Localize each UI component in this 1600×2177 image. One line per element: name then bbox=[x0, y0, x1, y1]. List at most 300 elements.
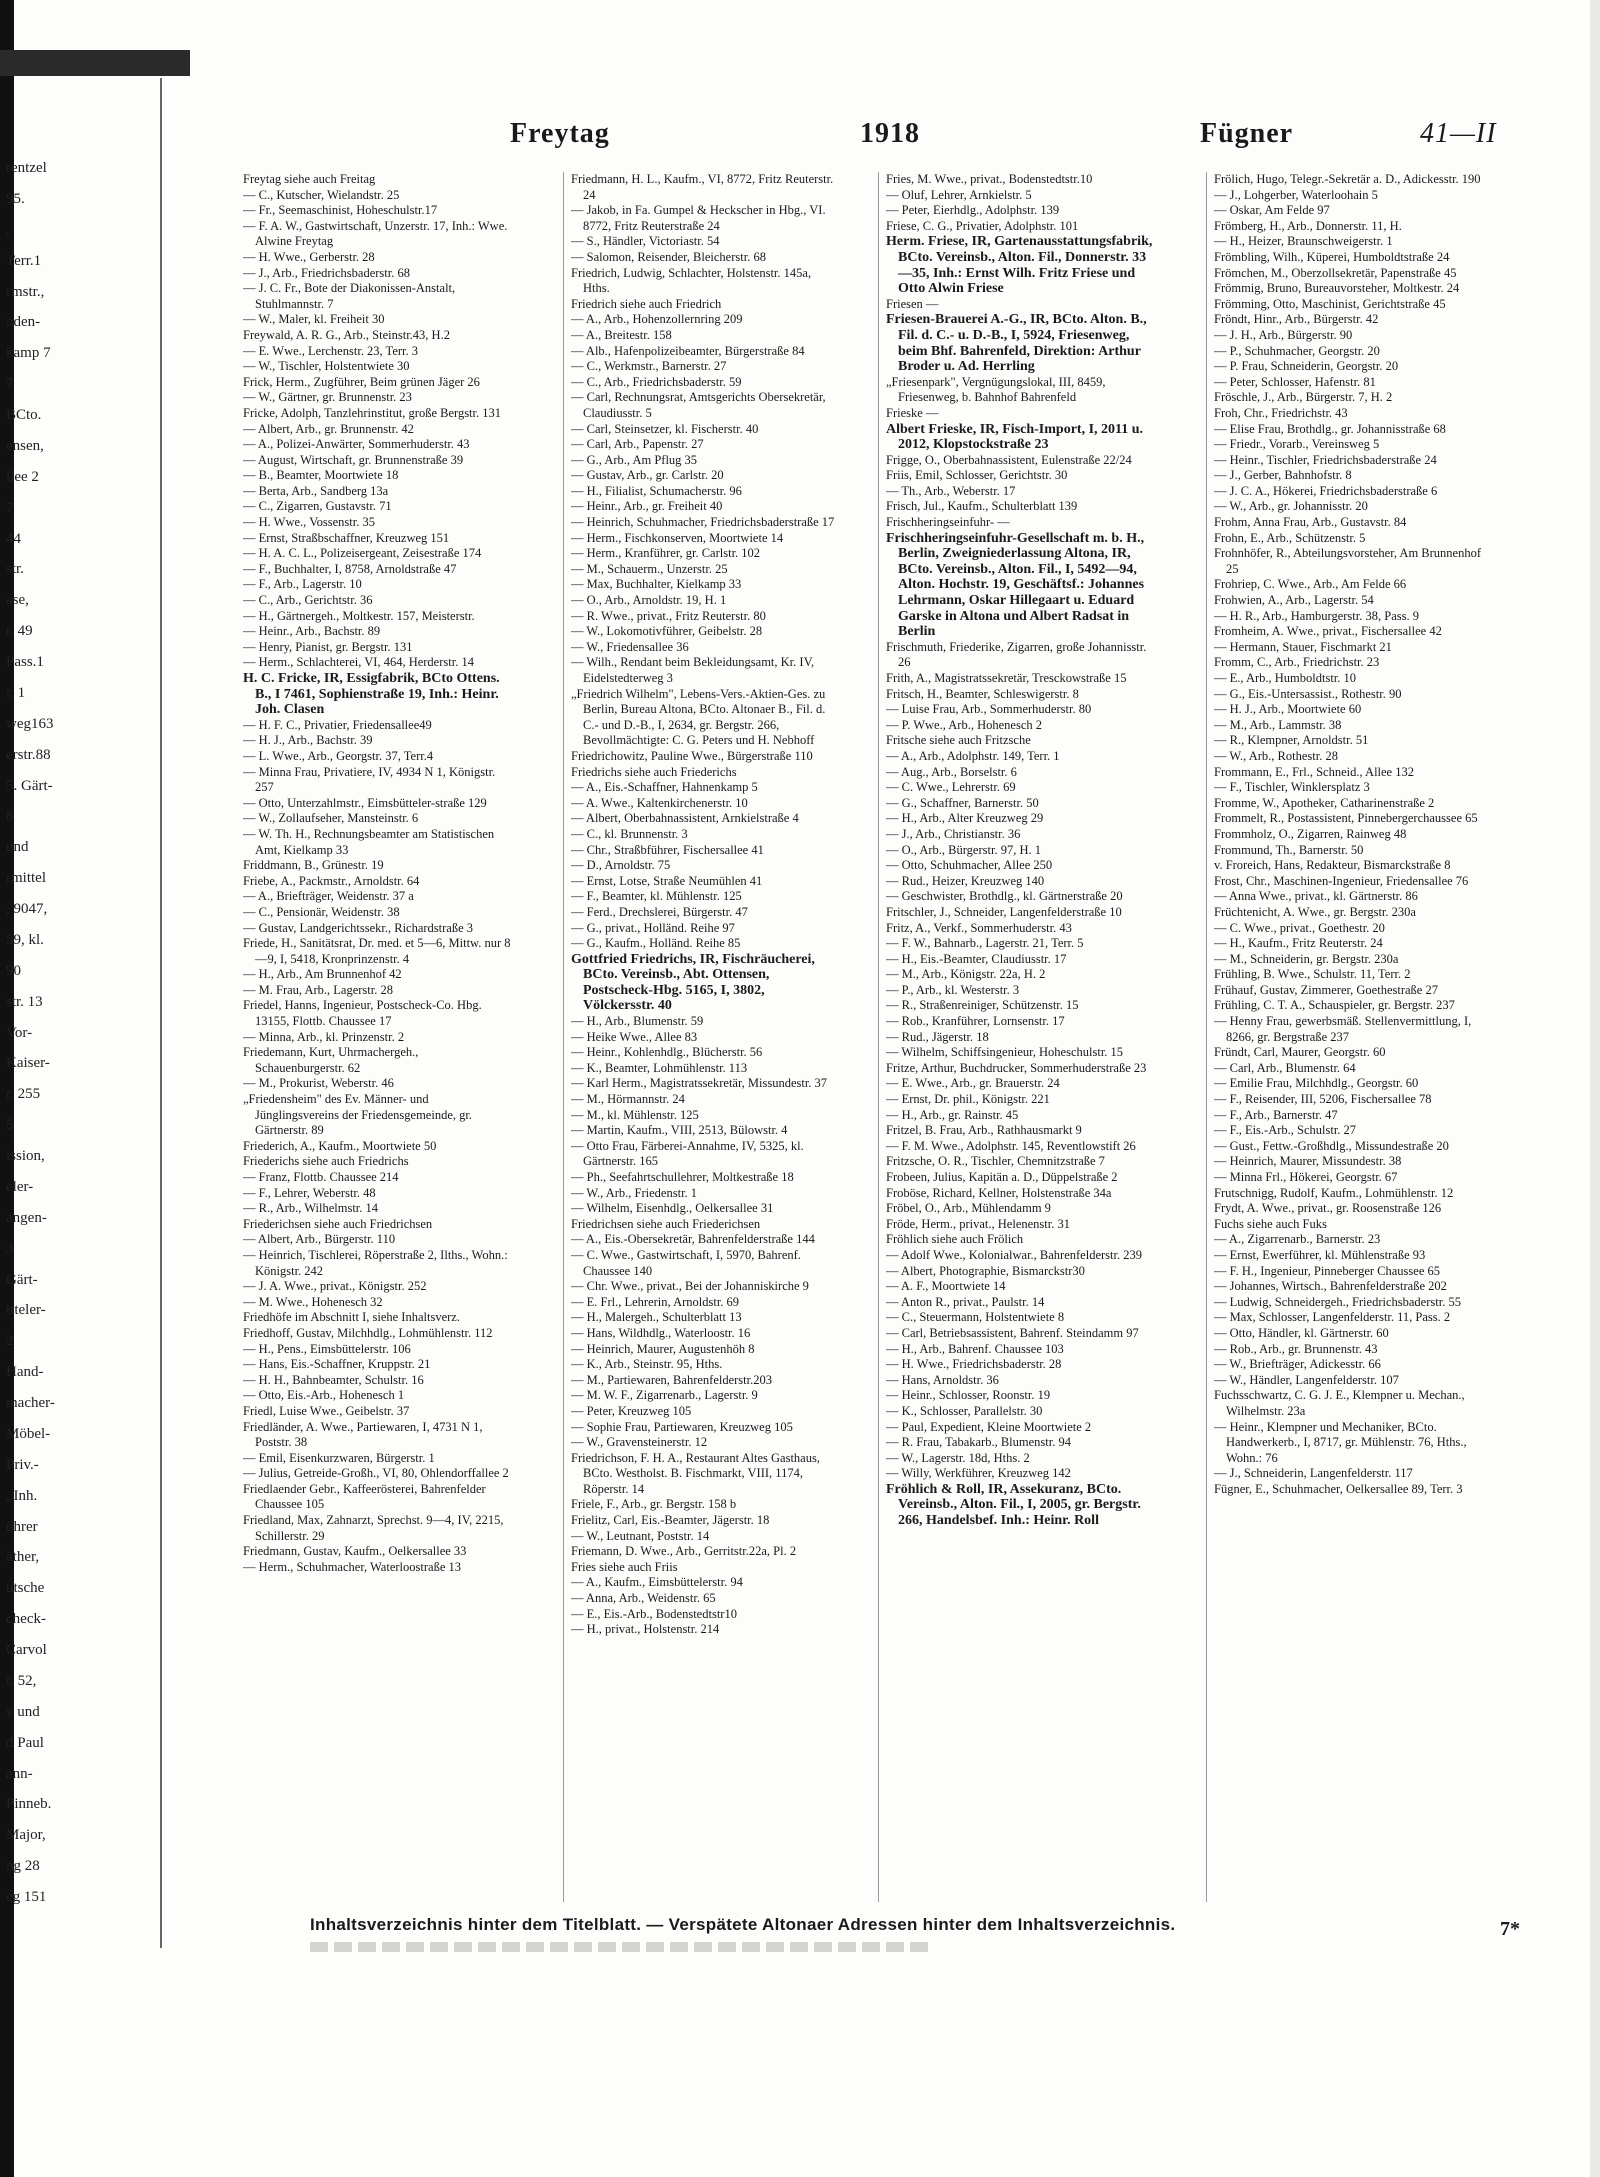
directory-entry: — Oluf, Lehrer, Arnkielstr. 5 bbox=[886, 187, 1032, 202]
directory-entry: Friedrich siehe auch Friedrich bbox=[571, 296, 722, 311]
directory-entry: Frick, Herm., Zugführer, Beim grünen Jäger 26 bbox=[243, 374, 480, 389]
directory-entry: Friedrichsen siehe auch Friederichsen bbox=[571, 1216, 761, 1231]
directory-entry: Frutschnigg, Rudolf, Kaufm., Lohmühlenstr. 12 bbox=[1214, 1185, 1454, 1200]
page-header bbox=[240, 118, 1540, 158]
directory-entry: — Gustav, Landgerichtssekr., Richardstraße 3 bbox=[243, 920, 474, 935]
directory-entry: — F., Arb., Lagerstr. 10 bbox=[243, 577, 362, 592]
directory-entry: — Otto, Schuhmacher, Allee 250 bbox=[886, 858, 1053, 873]
directory-entry: — C., Steuermann, Holstentwiete 8 bbox=[886, 1310, 1065, 1325]
directory-entry: — W. Th. H., Rechnungsbeamter am Statistischen Amt, Kielkamp 33 bbox=[243, 826, 495, 857]
directory-entry: Freywald, A. R. G., Arb., Steinstr.43, H.2 bbox=[243, 327, 450, 342]
directory-entry: Fründt, Carl, Maurer, Georgstr. 60 bbox=[1214, 1045, 1386, 1060]
directory-entry: — August, Wirtschaft, gr. Brunnenstraße 39 bbox=[243, 452, 464, 467]
directory-entry: — A., Eis.-Obersekretär, Bahrenfelderstraße 144 bbox=[571, 1232, 815, 1247]
directory-entry: — Berta, Arb., Sandberg 13a bbox=[243, 483, 389, 498]
directory-entry: — Otto Frau, Färberei-Annahme, IV, 5325, kl. Gärtnerstr. 165 bbox=[571, 1138, 804, 1169]
directory-entry: — W., Maler, kl. Freiheit 30 bbox=[243, 312, 385, 327]
directory-entry: — E. Wwe., Lerchenstr. 23, Terr. 3 bbox=[243, 343, 419, 358]
directory-entry: Friederich, A., Kaufm., Moortwiete 50 bbox=[243, 1138, 437, 1153]
directory-entry: Frohn, E., Arb., Schützenstr. 5 bbox=[1214, 530, 1366, 545]
directory-entry: — F. A. W., Gastwirtschaft, Unzerstr. 17, Inh.: Wwe. Alwine Freytag bbox=[243, 218, 508, 249]
directory-entry: — G., privat., Holländ. Reihe 97 bbox=[571, 920, 735, 935]
directory-entry: Fritzsche, O. R., Tischler, Chemnitzstraße 7 bbox=[886, 1154, 1105, 1169]
directory-entry: — Elise Frau, Brothdlg., gr. Johannisstraße 68 bbox=[1214, 421, 1446, 436]
directory-entry: Früchtenicht, A. Wwe., gr. Bergstr. 230a bbox=[1214, 904, 1416, 919]
directory-entry: — J. C. Fr., Bote der Diakonissen-Anstalt, Stuhlmannstr. 7 bbox=[243, 281, 456, 311]
directory-entry: — F., Buchhalter, I, 8758, Arnoldstraße 47 bbox=[243, 561, 457, 576]
directory-entry: Friedl, Luise Wwe., Geibelstr. 37 bbox=[243, 1403, 410, 1418]
directory-entry: — Franz, Flottb. Chaussee 214 bbox=[243, 1170, 399, 1184]
directory-entry: — H., Heizer, Braunschweigerstr. 1 bbox=[1214, 234, 1393, 249]
left-page-text: und bbox=[6, 839, 29, 855]
left-page-text: 59, kl. bbox=[6, 932, 44, 948]
page-number: 41—II bbox=[1420, 118, 1497, 149]
page-edge bbox=[1590, 0, 1600, 2177]
directory-entry: Frühauf, Gustav, Zimmerer, Goethestraße 27 bbox=[1214, 982, 1438, 997]
left-page-text: ission, bbox=[6, 1148, 45, 1164]
directory-entry: — P., Schuhmacher, Georgstr. 20 bbox=[1214, 343, 1380, 358]
directory-entry: — F. M. Wwe., Adolphstr. 145, Reventlowstift 26 bbox=[886, 1138, 1136, 1153]
directory-entry: — K., Beamter, Lohmühlenstr. 113 bbox=[571, 1060, 748, 1075]
directory-entry: — W., Arb., Rothestr. 28 bbox=[1214, 748, 1338, 763]
directory-entry: — E. Frl., Lehrerin, Arnoldstr. 69 bbox=[571, 1294, 740, 1309]
directory-entry: — A., Eis.-Schaffner, Hahnenkamp 5 bbox=[571, 780, 758, 795]
directory-entry: — M., Schneiderin, gr. Bergstr. 230a bbox=[1214, 951, 1399, 966]
directory-entry: Frischmuth, Friederike, Zigarren, große Johannisstr. 26 bbox=[886, 639, 1147, 670]
directory-entry: — R., Straßenreiniger, Schützenstr. 15 bbox=[886, 998, 1079, 1013]
directory-entry: Frömmig, Bruno, Bureauvorsteher, Moltkestr. 24 bbox=[1214, 281, 1460, 296]
left-page-text: Vor- bbox=[6, 1025, 33, 1041]
directory-entry: — Heinrich, Maurer, Augustenhöh 8 bbox=[571, 1341, 755, 1356]
directory-entry: Friddmann, B., Grünestr. 19 bbox=[243, 858, 384, 873]
directory-entry: — H., Gärtnergeh., Moltkestr. 157, Meisterstr. bbox=[243, 608, 475, 623]
directory-entry: — Henny Frau, gewerbsmäß. Stellenvermittlung, I, 8266, gr. Bergstraße 237 bbox=[1214, 1014, 1472, 1044]
directory-entry: Fritsch, H., Beamter, Schleswigerstr. 8 bbox=[886, 686, 1079, 701]
directory-entry: — W., Briefträger, Adickesstr. 66 bbox=[1214, 1357, 1381, 1372]
left-page-text: 7 bbox=[6, 376, 14, 392]
directory-entry: Friederichs siehe auch Friedrichs bbox=[243, 1154, 409, 1169]
directory-entry: — M. Frau, Arb., Lagerstr. 28 bbox=[243, 982, 393, 997]
directory-entry: Frömchen, M., Oberzollsekretär, Papenstraße 45 bbox=[1214, 265, 1457, 280]
directory-entry: — J., Gerber, Bahnhofstr. 8 bbox=[1214, 468, 1352, 483]
left-page-text: llee 2 bbox=[6, 469, 39, 485]
directory-entry: — Ph., Seefahrtschullehrer, Moltkestraße 18 bbox=[571, 1170, 794, 1184]
directory-entry: Friemann, D. Wwe., Arb., Gerritstr.22a, Pl. 2 bbox=[571, 1544, 797, 1559]
left-page-text: Möbel- bbox=[6, 1426, 51, 1442]
directory-entry: Fügner, E., Schuhmacher, Oelkersallee 89, Terr. 3 bbox=[1214, 1481, 1463, 1496]
directory-entry: — Hans, Wildhdlg., Waterloostr. 16 bbox=[571, 1325, 751, 1340]
directory-entry: — M., Prokurist, Weberstr. 46 bbox=[243, 1076, 394, 1091]
left-page-text: ng 28 bbox=[6, 1858, 40, 1874]
left-page-text: y und bbox=[6, 1704, 40, 1720]
directory-entry: — A., Arb., Adolphstr. 149, Terr. 1 bbox=[886, 748, 1060, 763]
directory-entry: — J., Schneiderin, Langenfelderstr. 117 bbox=[1214, 1466, 1413, 1481]
directory-entry: — C. Wwe., privat., Goethestr. 20 bbox=[1214, 920, 1385, 935]
left-page-text: , bbox=[6, 222, 10, 238]
directory-entry: — W., Zollaufseher, Mansteinstr. 6 bbox=[243, 811, 419, 826]
left-page-text: Priv.- bbox=[6, 1457, 39, 1473]
directory-entry: — H., Arb., Am Brunnenhof 42 bbox=[243, 967, 402, 982]
left-page-text: 95. bbox=[6, 191, 25, 207]
left-page-text: BCto. bbox=[6, 407, 42, 423]
directory-entry: — Peter, Kreuzweg 105 bbox=[571, 1403, 692, 1418]
directory-entry: — W., Arb., Friedenstr. 1 bbox=[571, 1185, 698, 1200]
left-page-text: erstr.88 bbox=[6, 747, 51, 763]
directory-entry: Friede, H., Sanitätsrat, Dr. med. et 5—6, Mittw. nur 8—9, I, 5418, Kronprinzenstr. 4 bbox=[243, 936, 511, 966]
directory-entry: — W., Friedensallee 36 bbox=[571, 639, 689, 654]
directory-entry: — M., Hörmannstr. 24 bbox=[571, 1092, 685, 1107]
directory-entry: Frielitz, Carl, Eis.-Beamter, Jägerstr. 18 bbox=[571, 1513, 770, 1528]
directory-entry: — Otto, Unterzahlmstr., Eimsbütteler-straße 129 bbox=[243, 795, 487, 810]
left-page-text: Pinneb. bbox=[6, 1796, 52, 1812]
directory-entry: Fröschle, J., Arb., Bürgerstr. 7, H. 2 bbox=[1214, 390, 1393, 405]
left-page-text: ann- bbox=[6, 1766, 33, 1782]
directory-entry: — J. H., Arb., Bürgerstr. 90 bbox=[1214, 327, 1353, 342]
directory-entry: Friedlaender Gebr., Kaffeerösterei, Bahrenfelder Chaussee 105 bbox=[243, 1481, 486, 1512]
left-page-text: Pass.1 bbox=[6, 654, 44, 670]
directory-entry: — M. W. F., Zigarrenarb., Lagerstr. 9 bbox=[571, 1388, 758, 1403]
directory-entry: Frommund, Th., Barnerstr. 50 bbox=[1214, 842, 1364, 857]
directory-entry: Fries, M. Wwe., privat., Bodenstedtstr.10 bbox=[886, 172, 1093, 186]
directory-entry: Frommann, E., Frl., Schneid., Allee 132 bbox=[1214, 764, 1414, 779]
directory-entry: — C., Arb., Friedrichsbaderstr. 59 bbox=[571, 374, 742, 389]
directory-entry: Fritsche siehe auch Fritzsche bbox=[886, 733, 1031, 748]
left-page-text: 5. Gärt- bbox=[6, 778, 53, 794]
directory-entry: — Heinr., Arb., Bachstr. 89 bbox=[243, 624, 381, 639]
left-page-text: Terr.1 bbox=[6, 253, 42, 269]
directory-entry: Frisch, Jul., Kaufm., Schulterblatt 139 bbox=[886, 499, 1078, 514]
directory-entry: — Hans, Arnoldstr. 36 bbox=[886, 1372, 999, 1387]
directory-entry: — W., Arb., gr. Johannisstr. 20 bbox=[1214, 499, 1368, 514]
directory-entry: Fuchsschwartz, C. G. J. E., Klempner u. Mechan., Wilhelmstr. 23a bbox=[1214, 1388, 1465, 1418]
directory-entry: Frost, Chr., Maschinen-Ingenieur, Friedensallee 76 bbox=[1214, 873, 1469, 888]
directory-entry: Frömming, Otto, Maschinist, Gerichtstraße 45 bbox=[1214, 296, 1446, 311]
binding-bar bbox=[0, 50, 190, 76]
directory-entry: — Julius, Getreide-Großh., VI, 80, Ohlendorffallee 2 bbox=[243, 1466, 509, 1481]
left-page-text: Carvol bbox=[6, 1642, 47, 1658]
directory-entry: Friedhöfe im Abschnitt I, siehe Inhaltsverz. bbox=[243, 1310, 460, 1325]
directory-entry: — P. Frau, Schneiderin, Georgstr. 20 bbox=[1214, 359, 1399, 374]
directory-entry: — C., Kutscher, Wielandstr. 25 bbox=[243, 187, 400, 202]
left-page-text: check- bbox=[6, 1611, 46, 1627]
directory-entry: — W., Händler, Langenfelderstr. 107 bbox=[1214, 1372, 1399, 1387]
directory-entry: — Carl, Rechnungsrat, Amtsgerichts Obersekretär, Claudiusstr. 5 bbox=[571, 390, 826, 420]
left-page-text: Hand- bbox=[6, 1364, 44, 1380]
directory-entry: — M., Arb., Königstr. 22a, H. 2 bbox=[886, 967, 1046, 982]
directory-entry: Friesen — bbox=[886, 296, 939, 311]
directory-entry: — F., Reisender, III, 5206, Fischersallee 78 bbox=[1214, 1092, 1432, 1107]
directory-entry: — L. Wwe., Arb., Georgstr. 37, Terr.4 bbox=[243, 748, 434, 763]
left-page-text: str. 13 bbox=[6, 994, 43, 1010]
directory-entry: — Herm., Schuhmacher, Waterloostraße 13 bbox=[243, 1559, 461, 1574]
directory-entry: — Emilie Frau, Milchhdlg., Georgstr. 60 bbox=[1214, 1076, 1419, 1091]
directory-entry: — Emil, Eisenkurzwaren, Bürgerstr. 1 bbox=[243, 1450, 435, 1465]
column-divider bbox=[878, 172, 879, 1902]
directory-entry: — Rud., Jägerstr. 18 bbox=[886, 1029, 989, 1044]
directory-entry: — Heike Wwe., Allee 83 bbox=[571, 1029, 698, 1044]
directory-entry: Frydt, A. Wwe., privat., gr. Roosenstraße 126 bbox=[1214, 1201, 1442, 1216]
directory-entry: — C., Pensionär, Weidenstr. 38 bbox=[243, 904, 400, 919]
footer-notice: Inhaltsverzeichnis hinter dem Titelblatt. — Verspätete Altonaer Adressen hinter dem Inhaltsverzeichnis. bbox=[310, 1915, 1176, 1934]
directory-entry: — P., Arb., kl. Westerstr. 3 bbox=[886, 982, 1020, 997]
directory-entry: Frommelt, R., Postassistent, Pinnebergerchaussee 65 bbox=[1214, 811, 1478, 826]
directory-entry: Fritz, A., Verkf., Sommerhuderstr. 43 bbox=[886, 920, 1072, 935]
directory-entry: — Ernst, Straßbschaffner, Kreuzweg 151 bbox=[243, 530, 450, 545]
directory-entry: — H. F. C., Privatier, Friedensallee49 bbox=[243, 717, 432, 732]
directory-entry: Friedhoff, Gustav, Milchhdlg., Lohmühlenstr. 112 bbox=[243, 1325, 493, 1340]
directory-entry: — Minna Frl., Hökerei, Georgstr. 67 bbox=[1214, 1170, 1398, 1184]
header-first-name: Freytag bbox=[510, 118, 610, 149]
directory-entry: — Oskar, Am Felde 97 bbox=[1214, 203, 1330, 218]
directory-entry: — H. J., Arb., Moortwiete 60 bbox=[1214, 702, 1362, 717]
directory-entry: — H. J., Arb., Bachstr. 39 bbox=[243, 733, 373, 748]
directory-entry: — J. A. Wwe., privat., Königstr. 252 bbox=[243, 1279, 427, 1294]
directory-entry: Friedländer, A. Wwe., Partiewaren, I, 4731 N 1, Poststr. 38 bbox=[243, 1419, 483, 1450]
directory-entry: — A., Briefträger, Weidenstr. 37 a bbox=[243, 889, 414, 904]
directory-entry: Friesen-Brauerei A.-G., IR, BCto. Alton. B., Fil. d. C.- u. D.-B., I, 5924, Friesenweg, beim Bhf. Bahrenfeld, Direktion: Arthur Broder u. Ad. Herrling bbox=[886, 312, 1147, 375]
directory-entry: — J., Arb., Friedrichsbaderstr. 68 bbox=[243, 265, 410, 280]
directory-entry: — Albert, Arb., gr. Brunnenstr. 42 bbox=[243, 421, 414, 436]
left-page-text: , 9047, bbox=[6, 901, 48, 917]
directory-entry: — Peter, Schlosser, Hafenstr. 81 bbox=[1214, 374, 1376, 389]
directory-entry: — A., Arb., Hohenzollernring 209 bbox=[571, 312, 743, 327]
directory-entry: — Rud., Heizer, Kreuzweg 140 bbox=[886, 873, 1045, 888]
directory-entry: — G., Eis.-Untersassist., Rothestr. 90 bbox=[1214, 686, 1402, 701]
directory-entry: — Gustav, Arb., gr. Carlstr. 20 bbox=[571, 468, 724, 483]
left-page-text: ensen, bbox=[6, 438, 44, 454]
left-page-text: rmittel bbox=[6, 870, 46, 886]
directory-entry: Friedel, Hanns, Ingenieur, Postscheck-Co. Hbg. 13155, Flottb. Chaussee 17 bbox=[243, 998, 482, 1029]
directory-entry: — F. W., Bahnarb., Lagerstr. 21, Terr. 5 bbox=[886, 936, 1084, 951]
directory-entry: — O., Arb., Arnoldstr. 19, H. 1 bbox=[571, 593, 727, 608]
directory-entry: Frischheringseinfuhr- — bbox=[886, 515, 1010, 530]
left-page-text: eg 151 bbox=[6, 1889, 47, 1905]
directory-entry: — W., Gravensteinerstr. 12 bbox=[571, 1435, 708, 1450]
directory-entry: Frühling, C. T. A., Schauspieler, gr. Bergstr. 237 bbox=[1214, 998, 1455, 1013]
directory-entry: — H. Wwe., Friedrichsbaderstr. 28 bbox=[886, 1357, 1062, 1372]
directory-entry: — C. Wwe., Gastwirtschaft, I, 5970, Bahrenf. Chaussee 140 bbox=[571, 1247, 801, 1278]
directory-entry: — Wilh., Rendant beim Bekleidungsamt, Kr. IV, Eidelstedterweg 3 bbox=[571, 655, 815, 685]
directory-entry: — Max, Schlosser, Langenfelderstr. 11, Pass. 2 bbox=[1214, 1310, 1451, 1325]
directory-entry: — R. Wwe., privat., Fritz Reuterstr. 80 bbox=[571, 608, 766, 623]
directory-entry: — K., Arb., Steinstr. 95, Hths. bbox=[571, 1357, 723, 1372]
directory-entry: — Anton R., privat., Paulstr. 14 bbox=[886, 1294, 1045, 1309]
directory-entry: — Minna Frau, Privatiere, IV, 4934 N 1, Königstr. 257 bbox=[243, 764, 496, 795]
directory-entry: — Heinr., Tischler, Friedrichsbaderstraße 24 bbox=[1214, 452, 1437, 467]
left-page-text: macher- bbox=[6, 1395, 55, 1411]
directory-entry: — M., kl. Mühlenstr. 125 bbox=[571, 1107, 699, 1122]
directory-entry: Friedrichs siehe auch Friederichs bbox=[571, 764, 737, 779]
directory-entry: — Albert, Photographie, Bismarckstr30 bbox=[886, 1263, 1085, 1278]
directory-entry: Friedmann, H. L., Kaufm., VI, 8772, Fritz Reuterstr. 24 bbox=[571, 172, 834, 202]
directory-entry: — Rob., Arb., gr. Brunnenstr. 43 bbox=[1214, 1341, 1378, 1356]
left-page-text: 5 bbox=[6, 1117, 14, 1133]
directory-entry: — J., Arb., Christianstr. 36 bbox=[886, 826, 1021, 841]
directory-entry: — A., Polizei-Anwärter, Sommerhuderstr. 43 bbox=[243, 437, 470, 452]
left-page-text: r. 255 bbox=[6, 1086, 41, 1102]
directory-entry: — W., Lokomotivführer, Geibelstr. 28 bbox=[571, 624, 763, 639]
directory-entry: — G., Arb., Am Pflug 35 bbox=[571, 452, 698, 467]
directory-entry: — F. H., Ingenieur, Pinneberger Chaussee 65 bbox=[1214, 1263, 1441, 1278]
directory-entry: — A., Breitestr. 158 bbox=[571, 327, 672, 342]
left-page-text: Major, bbox=[6, 1827, 46, 1843]
directory-entry: Frömberg, H., Arb., Donnerstr. 11, H. bbox=[1214, 218, 1402, 233]
directory-entry: Friedrichowitz, Pauline Wwe., Bürgerstraße 110 bbox=[571, 748, 813, 763]
directory-entry: — H., Filialist, Schumacherstr. 96 bbox=[571, 483, 742, 498]
directory-entry: Fröbel, O., Arb., Mühlendamm 9 bbox=[886, 1201, 1051, 1216]
directory-entry: — Karl Herm., Magistratssekretär, Missundestr. 37 bbox=[571, 1076, 828, 1091]
directory-entry: Frölich, Hugo, Telegr.-Sekretär a. D., Adickesstr. 190 bbox=[1214, 172, 1481, 186]
directory-entry: — Hans, Eis.-Schaffner, Kruppstr. 21 bbox=[243, 1357, 431, 1372]
column-divider bbox=[1206, 172, 1207, 1902]
directory-entry: — Alb., Hafenpolizeibeamter, Bürgerstraße 84 bbox=[571, 343, 805, 358]
directory-entry: — W., Lagerstr. 18d, Hths. 2 bbox=[886, 1450, 1030, 1465]
directory-entry: — H. R., Arb., Hamburgerstr. 38, Pass. 9 bbox=[1214, 608, 1419, 623]
directory-entry: Frohriep, C. Wwe., Arb., Am Felde 66 bbox=[1214, 577, 1407, 592]
directory-entry: Fröndt, Hinr., Arb., Bürgerstr. 42 bbox=[1214, 312, 1379, 327]
directory-entry: — J., Lohgerber, Waterloohain 5 bbox=[1214, 187, 1378, 202]
left-page-text: r. 52, bbox=[6, 1673, 37, 1689]
directory-entry: „Friesenpark", Vergnügungslokal, III, 8459, Friesenweg, b. Bahnhof Bahrenfeld bbox=[886, 374, 1106, 405]
directory-entry: — D., Arnoldstr. 75 bbox=[571, 858, 671, 873]
directory-entry: — H., Arb., gr. Rainstr. 45 bbox=[886, 1107, 1019, 1122]
directory-entry: Fricke, Adolph, Tanzlehrinstitut, große Bergstr. 131 bbox=[243, 405, 502, 420]
directory-entry: Froh, Chr., Friedrichstr. 43 bbox=[1214, 405, 1348, 420]
directory-entry: — Martin, Kaufm., VIII, 2513, Bülowstr. 4 bbox=[571, 1123, 788, 1138]
directory-entry: — W., Gärtner, gr. Brunnenstr. 23 bbox=[243, 390, 412, 405]
directory-entry: — Ferd., Drechslerei, Bürgerstr. 47 bbox=[571, 904, 748, 919]
directory-entry: — J. C. A., Hökerei, Friedrichsbaderstraße 6 bbox=[1214, 483, 1438, 498]
left-page-text: 8 bbox=[6, 808, 14, 824]
directory-entry: — C., Zigarren, Gustavstr. 71 bbox=[243, 499, 392, 514]
directory-entry: Fröhlich & Roll, IR, Assekuranz, BCto. Vereinsb., Alton. Fil., I, 2005, gr. Bergstr. 266, Handelsbef. Inh.: Heinr. Roll bbox=[886, 1481, 1141, 1529]
directory-entry: Friedrich, Ludwig, Schlachter, Holstenstr. 145a, Hths. bbox=[571, 265, 812, 296]
directory-entry: — Herm., Schlachterei, VI, 464, Herderstr. 14 bbox=[243, 655, 474, 670]
directory-column-2 bbox=[571, 172, 839, 1902]
directory-entry: — Heinr., Klempner und Mechaniker, BCto. Handwerkerb., I, 8717, gr. Mühlenstr. 76, Hths., Wohn.: 76 bbox=[1214, 1419, 1467, 1465]
directory-entry: — F., Eis.-Arb., Schulstr. 27 bbox=[1214, 1123, 1357, 1138]
directory-entry: — Paul, Expedient, Kleine Moortwiete 2 bbox=[886, 1419, 1092, 1434]
directory-entry: Frohwien, A., Arb., Lagerstr. 54 bbox=[1214, 593, 1374, 608]
directory-column-4 bbox=[1214, 172, 1482, 1902]
directory-entry: — C., kl. Brunnenstr. 3 bbox=[571, 826, 688, 841]
directory-entry: — A. F., Moortwiete 14 bbox=[886, 1279, 1006, 1294]
directory-entry: „Friedensheim" des Ev. Männer- und Jünglingsvereins der Friedensgemeinde, gr. Gärtnerstr. 89 bbox=[243, 1092, 472, 1138]
directory-column-3 bbox=[886, 172, 1154, 1902]
directory-entry: Frohm, Anna Frau, Arb., Gustavstr. 84 bbox=[1214, 515, 1407, 530]
left-page-text: r. 49 bbox=[6, 623, 33, 639]
left-page-text: ührer bbox=[6, 1519, 38, 1535]
directory-entry: — W., Leutnant, Poststr. 14 bbox=[571, 1528, 710, 1543]
directory-entry: — Salomon, Reisender, Bleicherstr. 68 bbox=[571, 249, 766, 264]
directory-entry: Albert Frieske, IR, Fisch-Import, I, 2011 u. 2012, Klopstockstraße 23 bbox=[886, 421, 1144, 453]
directory-entry: — H., privat., Holstenstr. 214 bbox=[571, 1622, 720, 1637]
directory-entry: — H., Kaufm., Fritz Reuterstr. 24 bbox=[1214, 936, 1383, 951]
directory-entry: — H. Wwe., Vossenstr. 35 bbox=[243, 515, 375, 530]
directory-entry: — F., Arb., Barnerstr. 47 bbox=[1214, 1107, 1338, 1122]
directory-entry: Friedrichson, F. H. A., Restaurant Altes Gasthaus, BCto. Westholst. B. Fischmarkt, VIII, 1174, Röperstr. 14 bbox=[571, 1450, 820, 1496]
directory-entry: — F., Tischler, Winklersplatz 3 bbox=[1214, 780, 1370, 795]
directory-entry: Friedland, Max, Zahnarzt, Sprechst. 9—4, IV, 2215, Schillerstr. 29 bbox=[243, 1513, 504, 1543]
directory-entry: — E., Eis.-Arb., Bodenstedtstr10 bbox=[571, 1606, 737, 1621]
directory-entry: — Albert, Arb., Bürgerstr. 110 bbox=[243, 1232, 396, 1247]
directory-entry: — C., Werkmstr., Barnerstr. 27 bbox=[571, 359, 727, 374]
directory-entry: — Otto, Eis.-Arb., Hohenesch 1 bbox=[243, 1388, 405, 1403]
directory-entry: — C. Wwe., Lehrerstr. 69 bbox=[886, 780, 1016, 795]
directory-entry: Fromme, W., Apotheker, Catharinenstraße 2 bbox=[1214, 795, 1435, 810]
directory-entry: — H., Malergeh., Schulterblatt 13 bbox=[571, 1310, 742, 1325]
left-page-text: d Paul bbox=[6, 1735, 44, 1751]
directory-entry: Fromheim, A. Wwe., privat., Fischersallee 42 bbox=[1214, 624, 1442, 639]
directory-entry: — Willy, Werkführer, Kreuzweg 142 bbox=[886, 1466, 1071, 1481]
left-page-text: kamp 7 bbox=[6, 345, 51, 361]
directory-entry: — Anna, Arb., Weidenstr. 65 bbox=[571, 1591, 716, 1606]
left-page-text: nden- bbox=[6, 314, 41, 330]
directory-entry: Frith, A., Magistratssekretär, Tresckowstraße 15 bbox=[886, 671, 1127, 685]
directory-entry: — F., Lehrer, Weberstr. 48 bbox=[243, 1185, 376, 1200]
directory-entry: — Chr. Wwe., privat., Bei der Johanniskirche 9 bbox=[571, 1279, 809, 1294]
directory-entry: Frieske — bbox=[886, 405, 939, 420]
directory-entry: — Anna Wwe., privat., kl. Gärtnerstr. 86 bbox=[1214, 889, 1418, 904]
directory-entry: — R., Klempner, Arnoldstr. 51 bbox=[1214, 733, 1369, 748]
left-page-text: , Inh. bbox=[6, 1488, 38, 1504]
directory-entry: — Luise Frau, Arb., Sommerhuderstr. 80 bbox=[886, 702, 1092, 717]
directory-entry: — Otto, Händler, kl. Gärtnerstr. 60 bbox=[1214, 1325, 1389, 1340]
directory-entry: — Johannes, Wirtsch., Bahrenfelderstraße 202 bbox=[1214, 1279, 1447, 1294]
directory-entry: Frobeen, Julius, Kapitän a. D., Düppelstraße 2 bbox=[886, 1170, 1118, 1184]
directory-entry: Frohnhöfer, R., Abteilungsvorsteher, Am Brunnenhof 25 bbox=[1214, 546, 1482, 576]
directory-entry: — H. A. C. L., Polizeisergeant, Zeisestraße 174 bbox=[243, 546, 482, 561]
directory-entry: Freytag siehe auch Freitag bbox=[243, 172, 376, 186]
left-page-text: angen- bbox=[6, 1210, 47, 1226]
directory-entry: Froböse, Richard, Kellner, Holstenstraße 34a bbox=[886, 1185, 1112, 1200]
directory-entry: — Herm., Kranführer, gr. Carlstr. 102 bbox=[571, 546, 761, 561]
directory-entry: — P. Wwe., Arb., Hohenesch 2 bbox=[886, 717, 1042, 732]
directory-entry: Fröde, Herm., privat., Helenenstr. 31 bbox=[886, 1216, 1070, 1231]
directory-entry: — Carl, Arb., Papenstr. 27 bbox=[571, 437, 704, 452]
directory-entry: Frommholz, O., Zigarren, Rainweg 48 bbox=[1214, 826, 1407, 841]
directory-entry: Friele, F., Arb., gr. Bergstr. 158 b bbox=[571, 1497, 737, 1512]
directory-entry: — H. H., Bahnbeamter, Schulstr. 16 bbox=[243, 1372, 424, 1387]
left-page-text: ttteler- bbox=[6, 1302, 46, 1318]
directory-entry: — Minna, Arb., kl. Prinzenstr. 2 bbox=[243, 1029, 405, 1044]
directory-entry: — Th., Arb., Weberstr. 17 bbox=[886, 483, 1016, 498]
left-page-text: rmstr., bbox=[6, 284, 45, 300]
directory-entry: — G., Kaufm., Holländ. Reihe 85 bbox=[571, 936, 741, 951]
directory-entry: — F., Beamter, kl. Mühlenstr. 125 bbox=[571, 889, 742, 904]
directory-entry: — M., Schauerm., Unzerstr. 25 bbox=[571, 561, 728, 576]
directory-entry: „Friedrich Wilhelm", Lebens-Vers.-Aktien-Ges. zu Berlin, Bureau Altona, BCto. Altonaer B., Fil. d. C.- und D.-B., I, 2634, gr. Bergstr. 266, Bevollmächtigte: C. G. Peters und H. Nebhoff bbox=[571, 686, 826, 748]
directory-entry: — Heinr., Kohlenhdlg., Blücherstr. 56 bbox=[571, 1045, 763, 1060]
directory-entry: — A. Wwe., Kaltenkirchenerstr. 10 bbox=[571, 795, 748, 810]
directory-entry: — Carl, Steinsetzer, kl. Fischerstr. 40 bbox=[571, 421, 759, 436]
left-page-text: 2 bbox=[6, 1333, 14, 1349]
directory-entry: Friederichsen siehe auch Friedrichsen bbox=[243, 1216, 433, 1231]
directory-entry: Frischheringseinfuhr-Gesellschaft m. b. H., Berlin, Zweigniederlassung Altona, IR, BCto. Vereinsb., Alton. Fil., I, 5492—94, Alton. Hochstr. 19, Geschäftsf.: Johannes Lehrmann, Oskar Hillegaart u. Eduard Garske in Altona und Albert Radsat in Berlin bbox=[886, 530, 1145, 640]
left-page-text: r. 1 bbox=[6, 685, 26, 701]
directory-entry: — Wilhelm, Schiffsingenieur, Hoheschulstr. 15 bbox=[886, 1045, 1124, 1060]
directory-entry: — Ernst, Lotse, Straße Neumühlen 41 bbox=[571, 873, 763, 888]
faded-print-line bbox=[310, 1942, 930, 1952]
left-page-text: Gärt- bbox=[6, 1272, 38, 1288]
directory-entry: Herm. Friese, IR, Gartenausstattungsfabrik, BCto. Vereinsb., Alton. Fil., Donnerstr. 33—35, Inh.: Ernst Wilh. Fritz Friese und Otto Alwin Friese bbox=[886, 234, 1153, 297]
directory-entry: — Aug., Arb., Borselstr. 6 bbox=[886, 764, 1017, 779]
left-page-text: 7 bbox=[6, 500, 14, 516]
directory-entry: — R., Arb., Wilhelmstr. 14 bbox=[243, 1201, 379, 1216]
left-page-text: Kaiser- bbox=[6, 1055, 50, 1071]
directory-entry: — Max, Buchhalter, Kielkamp 33 bbox=[571, 577, 742, 592]
directory-entry: — H., Eis.-Beamter, Claudiusstr. 17 bbox=[886, 951, 1067, 966]
